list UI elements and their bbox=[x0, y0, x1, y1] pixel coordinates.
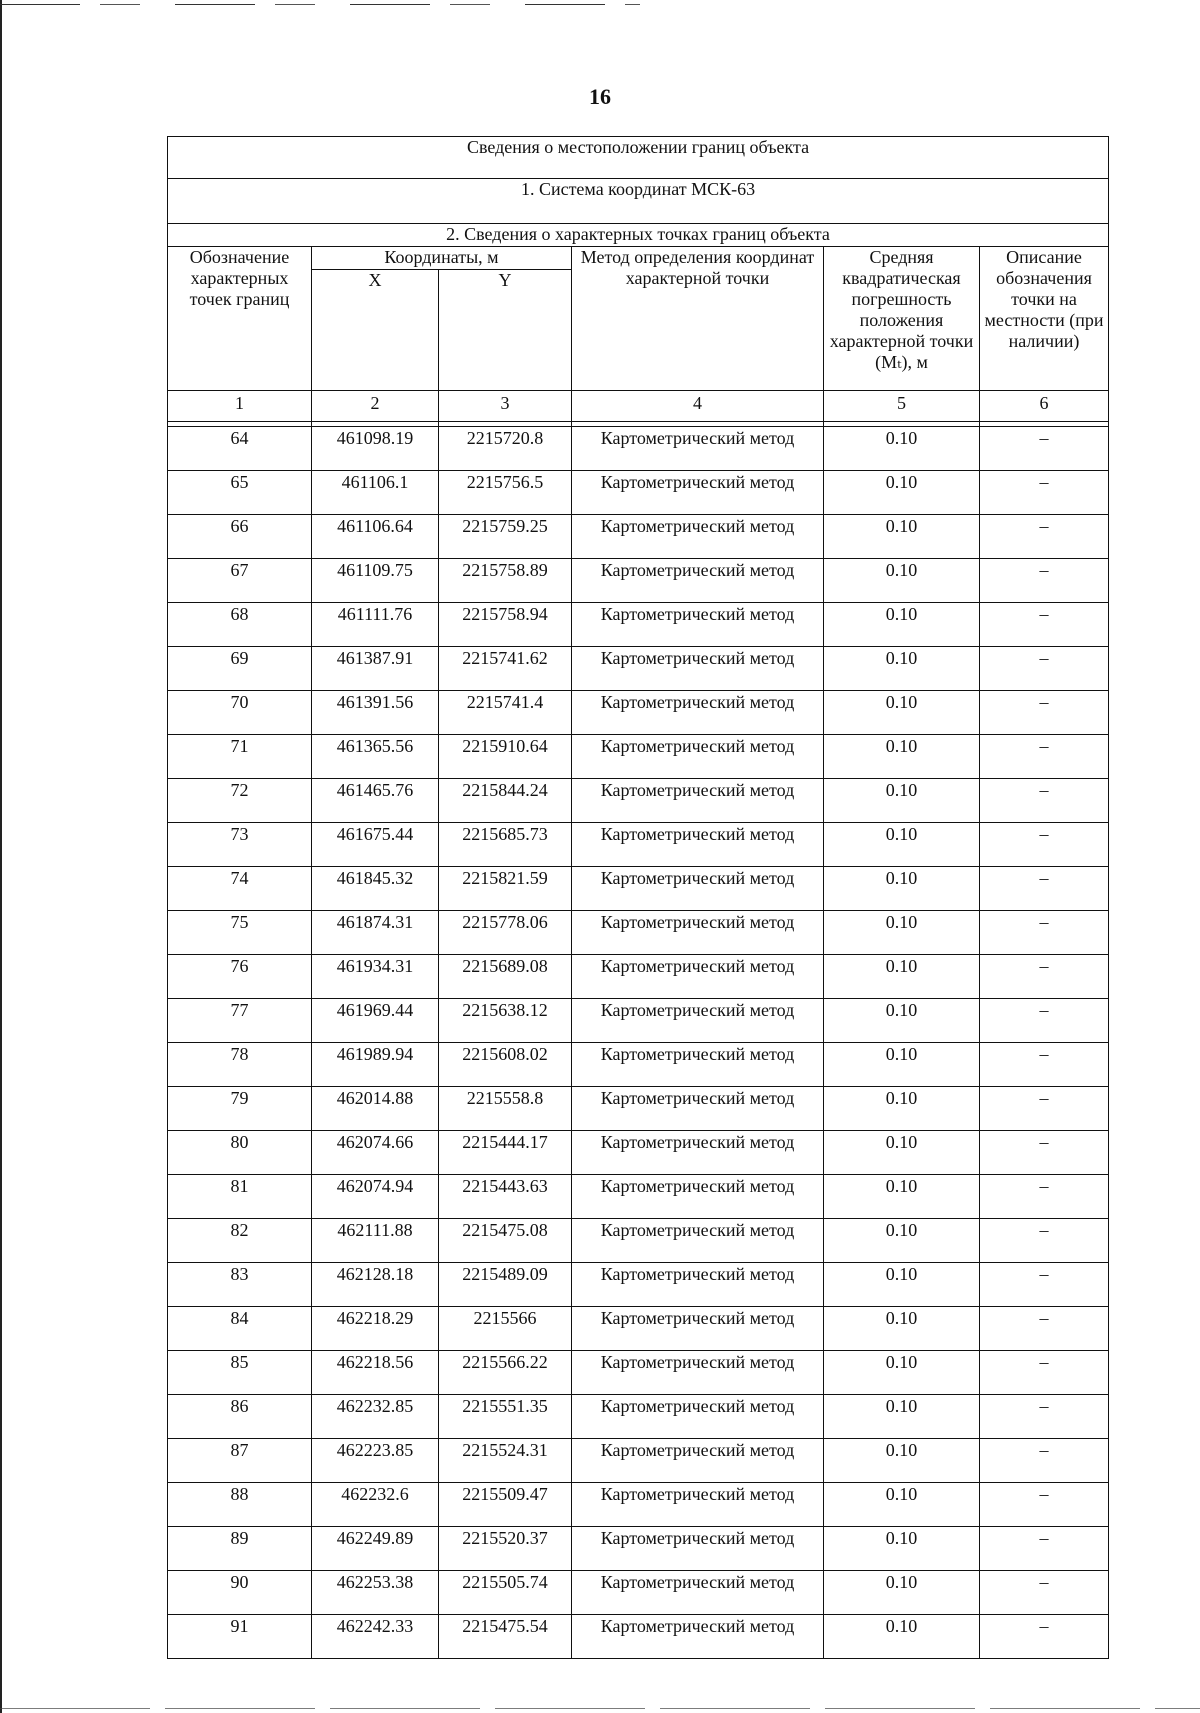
method-cell: Картометрический метод bbox=[572, 1483, 824, 1527]
y-coordinate-cell: 2215756.5 bbox=[439, 471, 572, 515]
x-coordinate-cell: 462232.85 bbox=[312, 1395, 439, 1439]
accuracy-cell: 0.10 bbox=[824, 955, 980, 999]
x-coordinate-cell: 461106.64 bbox=[312, 515, 439, 559]
table-row bbox=[168, 1087, 1109, 1131]
y-coordinate-cell: 2215443.63 bbox=[439, 1175, 572, 1219]
accuracy-cell: 0.10 bbox=[824, 735, 980, 779]
method-cell: Картометрический метод bbox=[572, 999, 824, 1043]
y-coordinate-cell: 2215821.59 bbox=[439, 867, 572, 911]
y-coordinate-cell: 2215758.89 bbox=[439, 559, 572, 603]
accuracy-cell: 0.10 bbox=[824, 911, 980, 955]
header-designation: Обозначение характерных точек границ bbox=[168, 247, 312, 391]
table-title: Сведения о местоположении границ объекта bbox=[168, 137, 1109, 179]
x-coordinate-cell: 462249.89 bbox=[312, 1527, 439, 1571]
point-number-cell: 68 bbox=[168, 603, 312, 647]
accuracy-cell: 0.10 bbox=[824, 867, 980, 911]
point-number-cell: 89 bbox=[168, 1527, 312, 1571]
description-cell: – bbox=[980, 911, 1109, 955]
table-row bbox=[168, 1131, 1109, 1175]
scan-edge-left bbox=[0, 0, 2, 1713]
method-cell: Картометрический метод bbox=[572, 647, 824, 691]
table-row bbox=[168, 1219, 1109, 1263]
header-method: Метод определения координат характерной точки bbox=[572, 247, 824, 391]
accuracy-cell: 0.10 bbox=[824, 1175, 980, 1219]
x-coordinate-cell: 462218.56 bbox=[312, 1351, 439, 1395]
scan-edge-bottom bbox=[0, 1708, 1200, 1709]
point-number-cell: 72 bbox=[168, 779, 312, 823]
table-row bbox=[168, 955, 1109, 999]
point-number-cell: 69 bbox=[168, 647, 312, 691]
point-number-cell: 73 bbox=[168, 823, 312, 867]
x-coordinate-cell: 461111.76 bbox=[312, 603, 439, 647]
y-coordinate-cell: 2215778.06 bbox=[439, 911, 572, 955]
y-coordinate-cell: 2215566.22 bbox=[439, 1351, 572, 1395]
accuracy-cell: 0.10 bbox=[824, 779, 980, 823]
scan-edge-top bbox=[0, 4, 640, 5]
method-cell: Картометрический метод bbox=[572, 1043, 824, 1087]
point-number-cell: 76 bbox=[168, 955, 312, 999]
accuracy-cell: 0.10 bbox=[824, 1307, 980, 1351]
description-cell: – bbox=[980, 823, 1109, 867]
method-cell: Картометрический метод bbox=[572, 1219, 824, 1263]
description-cell: – bbox=[980, 1483, 1109, 1527]
point-number-cell: 82 bbox=[168, 1219, 312, 1263]
column-number: 5 bbox=[824, 391, 980, 422]
x-coordinate-cell: 461391.56 bbox=[312, 691, 439, 735]
y-coordinate-cell: 2215741.4 bbox=[439, 691, 572, 735]
table-row bbox=[168, 779, 1109, 823]
accuracy-cell: 0.10 bbox=[824, 1263, 980, 1307]
description-cell: – bbox=[980, 1263, 1109, 1307]
table-row bbox=[168, 1263, 1109, 1307]
method-cell: Картометрический метод bbox=[572, 603, 824, 647]
table-row bbox=[168, 735, 1109, 779]
point-number-cell: 78 bbox=[168, 1043, 312, 1087]
y-coordinate-cell: 2215741.62 bbox=[439, 647, 572, 691]
method-cell: Картометрический метод bbox=[572, 867, 824, 911]
description-cell: – bbox=[980, 603, 1109, 647]
x-coordinate-cell: 461675.44 bbox=[312, 823, 439, 867]
point-number-cell: 77 bbox=[168, 999, 312, 1043]
description-cell: – bbox=[980, 515, 1109, 559]
point-number-cell: 81 bbox=[168, 1175, 312, 1219]
y-coordinate-cell: 2215509.47 bbox=[439, 1483, 572, 1527]
description-cell: – bbox=[980, 999, 1109, 1043]
point-number-cell: 86 bbox=[168, 1395, 312, 1439]
accuracy-cell: 0.10 bbox=[824, 515, 980, 559]
point-number-cell: 90 bbox=[168, 1571, 312, 1615]
x-coordinate-cell: 462242.33 bbox=[312, 1615, 439, 1659]
description-cell: – bbox=[980, 559, 1109, 603]
x-coordinate-cell: 461365.56 bbox=[312, 735, 439, 779]
table-row bbox=[168, 1527, 1109, 1571]
y-coordinate-cell: 2215689.08 bbox=[439, 955, 572, 999]
column-number: 2 bbox=[312, 391, 439, 422]
x-coordinate-cell: 462128.18 bbox=[312, 1263, 439, 1307]
y-coordinate-cell: 2215608.02 bbox=[439, 1043, 572, 1087]
accuracy-cell: 0.10 bbox=[824, 691, 980, 735]
page-number: 16 bbox=[589, 84, 611, 109]
x-coordinate-cell: 461387.91 bbox=[312, 647, 439, 691]
x-coordinate-cell: 461465.76 bbox=[312, 779, 439, 823]
column-number-row bbox=[168, 391, 1109, 422]
method-cell: Картометрический метод bbox=[572, 1439, 824, 1483]
point-number-cell: 65 bbox=[168, 471, 312, 515]
y-coordinate-cell: 2215520.37 bbox=[439, 1527, 572, 1571]
description-cell: – bbox=[980, 471, 1109, 515]
point-number-cell: 85 bbox=[168, 1351, 312, 1395]
point-number-cell: 66 bbox=[168, 515, 312, 559]
point-number-cell: 79 bbox=[168, 1087, 312, 1131]
point-number-cell: 70 bbox=[168, 691, 312, 735]
boundary-points-table bbox=[167, 136, 1109, 1659]
header-x: X bbox=[312, 270, 439, 391]
point-number-cell: 67 bbox=[168, 559, 312, 603]
method-cell: Картометрический метод bbox=[572, 559, 824, 603]
accuracy-cell: 0.10 bbox=[824, 647, 980, 691]
method-cell: Картометрический метод bbox=[572, 1131, 824, 1175]
accuracy-cell: 0.10 bbox=[824, 1615, 980, 1659]
table-row bbox=[168, 427, 1109, 471]
accuracy-cell: 0.10 bbox=[824, 1131, 980, 1175]
description-cell: – bbox=[980, 1615, 1109, 1659]
y-coordinate-cell: 2215475.08 bbox=[439, 1219, 572, 1263]
description-cell: – bbox=[980, 1351, 1109, 1395]
description-cell: – bbox=[980, 1131, 1109, 1175]
method-cell: Картометрический метод bbox=[572, 823, 824, 867]
method-cell: Картометрический метод bbox=[572, 691, 824, 735]
table-row bbox=[168, 1615, 1109, 1659]
accuracy-cell: 0.10 bbox=[824, 1087, 980, 1131]
y-coordinate-cell: 2215475.54 bbox=[439, 1615, 572, 1659]
description-cell: – bbox=[980, 1087, 1109, 1131]
description-cell: – bbox=[980, 779, 1109, 823]
y-coordinate-cell: 2215558.8 bbox=[439, 1087, 572, 1131]
method-cell: Картометрический метод bbox=[572, 1395, 824, 1439]
accuracy-cell: 0.10 bbox=[824, 1571, 980, 1615]
method-cell: Картометрический метод bbox=[572, 1263, 824, 1307]
description-cell: – bbox=[980, 1043, 1109, 1087]
table-row bbox=[168, 1483, 1109, 1527]
table-row bbox=[168, 867, 1109, 911]
column-number: 4 bbox=[572, 391, 824, 422]
accuracy-cell: 0.10 bbox=[824, 471, 980, 515]
y-coordinate-cell: 2215551.35 bbox=[439, 1395, 572, 1439]
header-coordinates: Координаты, м bbox=[312, 247, 572, 270]
table-row bbox=[168, 823, 1109, 867]
description-cell: – bbox=[980, 1527, 1109, 1571]
coordinate-system-label: 1. Система координат МСК-63 bbox=[168, 179, 1109, 224]
x-coordinate-cell: 462014.88 bbox=[312, 1087, 439, 1131]
x-coordinate-cell: 462074.94 bbox=[312, 1175, 439, 1219]
description-cell: – bbox=[980, 427, 1109, 471]
y-coordinate-cell: 2215566 bbox=[439, 1307, 572, 1351]
column-number: 1 bbox=[168, 391, 312, 422]
table-row bbox=[168, 1351, 1109, 1395]
table-row bbox=[168, 647, 1109, 691]
table-row bbox=[168, 559, 1109, 603]
method-cell: Картометрический метод bbox=[572, 471, 824, 515]
accuracy-cell: 0.10 bbox=[824, 1439, 980, 1483]
method-cell: Картометрический метод bbox=[572, 1615, 824, 1659]
x-coordinate-cell: 461969.44 bbox=[312, 999, 439, 1043]
description-cell: – bbox=[980, 647, 1109, 691]
description-cell: – bbox=[980, 1175, 1109, 1219]
table-row bbox=[168, 1439, 1109, 1483]
accuracy-cell: 0.10 bbox=[824, 427, 980, 471]
accuracy-cell: 0.10 bbox=[824, 1483, 980, 1527]
description-cell: – bbox=[980, 1395, 1109, 1439]
x-coordinate-cell: 461109.75 bbox=[312, 559, 439, 603]
table-row bbox=[168, 1307, 1109, 1351]
method-cell: Картометрический метод bbox=[572, 911, 824, 955]
description-cell: – bbox=[980, 691, 1109, 735]
table-row bbox=[168, 1043, 1109, 1087]
y-coordinate-cell: 2215489.09 bbox=[439, 1263, 572, 1307]
point-number-cell: 87 bbox=[168, 1439, 312, 1483]
points-section-label: 2. Сведения о характерных точках границ объекта bbox=[168, 224, 1109, 247]
header-description: Описание обозначения точки на местности (при наличии) bbox=[980, 247, 1109, 391]
accuracy-cell: 0.10 bbox=[824, 1351, 980, 1395]
method-cell: Картометрический метод bbox=[572, 1087, 824, 1131]
x-coordinate-cell: 461098.19 bbox=[312, 427, 439, 471]
x-coordinate-cell: 462223.85 bbox=[312, 1439, 439, 1483]
point-number-cell: 74 bbox=[168, 867, 312, 911]
point-number-cell: 80 bbox=[168, 1131, 312, 1175]
table-row bbox=[168, 1395, 1109, 1439]
accuracy-cell: 0.10 bbox=[824, 1527, 980, 1571]
accuracy-cell: 0.10 bbox=[824, 999, 980, 1043]
y-coordinate-cell: 2215505.74 bbox=[439, 1571, 572, 1615]
accuracy-cell: 0.10 bbox=[824, 559, 980, 603]
description-cell: – bbox=[980, 1571, 1109, 1615]
table-row bbox=[168, 999, 1109, 1043]
accuracy-cell: 0.10 bbox=[824, 1395, 980, 1439]
table-row bbox=[168, 1571, 1109, 1615]
header-accuracy: Средняя квадратическая погрешность положения характерной точки (Mₜ), м bbox=[824, 247, 980, 391]
x-coordinate-cell: 462232.6 bbox=[312, 1483, 439, 1527]
accuracy-cell: 0.10 bbox=[824, 823, 980, 867]
y-coordinate-cell: 2215720.8 bbox=[439, 427, 572, 471]
y-coordinate-cell: 2215758.94 bbox=[439, 603, 572, 647]
method-cell: Картометрический метод bbox=[572, 1175, 824, 1219]
header-y: Y bbox=[439, 270, 572, 391]
x-coordinate-cell: 461874.31 bbox=[312, 911, 439, 955]
x-coordinate-cell: 462074.66 bbox=[312, 1131, 439, 1175]
column-number: 6 bbox=[980, 391, 1109, 422]
method-cell: Картометрический метод bbox=[572, 735, 824, 779]
x-coordinate-cell: 462218.29 bbox=[312, 1307, 439, 1351]
table-row bbox=[168, 515, 1109, 559]
x-coordinate-cell: 461989.94 bbox=[312, 1043, 439, 1087]
point-number-cell: 91 bbox=[168, 1615, 312, 1659]
method-cell: Картометрический метод bbox=[572, 955, 824, 999]
method-cell: Картометрический метод bbox=[572, 1571, 824, 1615]
accuracy-cell: 0.10 bbox=[824, 1043, 980, 1087]
table-row bbox=[168, 911, 1109, 955]
x-coordinate-cell: 461845.32 bbox=[312, 867, 439, 911]
point-number-cell: 75 bbox=[168, 911, 312, 955]
accuracy-cell: 0.10 bbox=[824, 603, 980, 647]
description-cell: – bbox=[980, 867, 1109, 911]
table-row bbox=[168, 603, 1109, 647]
description-cell: – bbox=[980, 1439, 1109, 1483]
point-number-cell: 88 bbox=[168, 1483, 312, 1527]
description-cell: – bbox=[980, 735, 1109, 779]
method-cell: Картометрический метод bbox=[572, 1527, 824, 1571]
point-number-cell: 71 bbox=[168, 735, 312, 779]
point-number-cell: 84 bbox=[168, 1307, 312, 1351]
table-row bbox=[168, 691, 1109, 735]
description-cell: – bbox=[980, 1307, 1109, 1351]
y-coordinate-cell: 2215444.17 bbox=[439, 1131, 572, 1175]
method-cell: Картометрический метод bbox=[572, 515, 824, 559]
table-row bbox=[168, 471, 1109, 515]
accuracy-cell: 0.10 bbox=[824, 1219, 980, 1263]
y-coordinate-cell: 2215524.31 bbox=[439, 1439, 572, 1483]
column-number: 3 bbox=[439, 391, 572, 422]
method-cell: Картометрический метод bbox=[572, 1307, 824, 1351]
y-coordinate-cell: 2215685.73 bbox=[439, 823, 572, 867]
description-cell: – bbox=[980, 955, 1109, 999]
x-coordinate-cell: 461934.31 bbox=[312, 955, 439, 999]
method-cell: Картометрический метод bbox=[572, 779, 824, 823]
y-coordinate-cell: 2215910.64 bbox=[439, 735, 572, 779]
table-row bbox=[168, 1175, 1109, 1219]
point-number-cell: 64 bbox=[168, 427, 312, 471]
x-coordinate-cell: 461106.1 bbox=[312, 471, 439, 515]
x-coordinate-cell: 462111.88 bbox=[312, 1219, 439, 1263]
method-cell: Картометрический метод bbox=[572, 1351, 824, 1395]
x-coordinate-cell: 462253.38 bbox=[312, 1571, 439, 1615]
point-number-cell: 83 bbox=[168, 1263, 312, 1307]
method-cell: Картометрический метод bbox=[572, 427, 824, 471]
y-coordinate-cell: 2215844.24 bbox=[439, 779, 572, 823]
y-coordinate-cell: 2215638.12 bbox=[439, 999, 572, 1043]
y-coordinate-cell: 2215759.25 bbox=[439, 515, 572, 559]
description-cell: – bbox=[980, 1219, 1109, 1263]
